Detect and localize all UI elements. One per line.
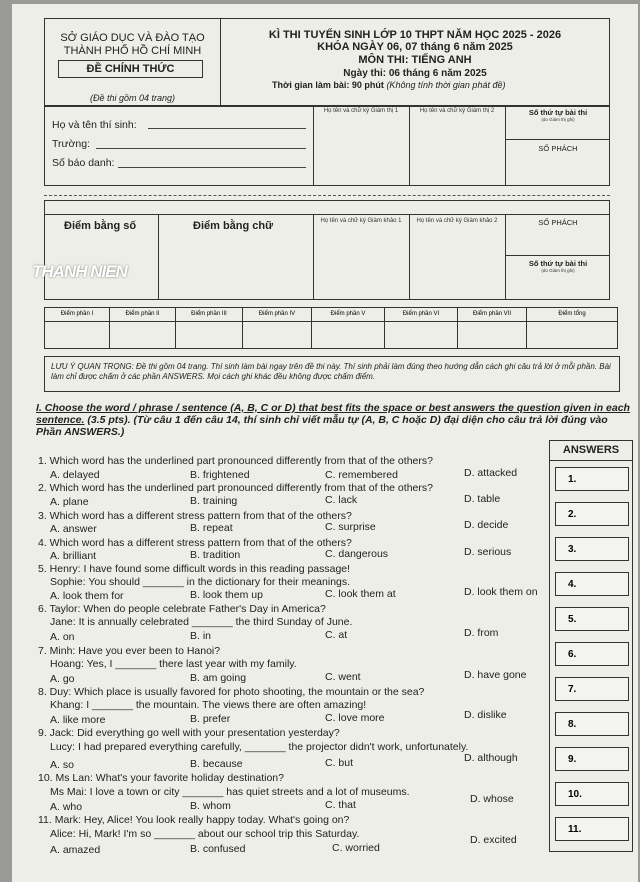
candidate-id-field[interactable] bbox=[118, 167, 306, 168]
part-scores-hline bbox=[44, 321, 618, 322]
candidate-id-label: Số báo danh: bbox=[52, 157, 115, 169]
grading-top-line bbox=[44, 214, 610, 215]
question-2-stem: 2. Which word has the underlined part pronounced differently from that of the others? bbox=[38, 482, 433, 494]
question-11-option-c: C. worried bbox=[332, 842, 380, 854]
question-3-option-b: B. repeat bbox=[190, 522, 233, 534]
answer-box-9[interactable] bbox=[555, 747, 629, 771]
official-label: ĐỀ CHÍNH THỨC bbox=[58, 60, 203, 78]
answer-box-8[interactable] bbox=[555, 712, 629, 736]
school-field[interactable] bbox=[96, 148, 306, 149]
answer-box-11[interactable] bbox=[555, 817, 629, 841]
answer-number: 1. bbox=[568, 474, 577, 485]
question-5-option-b: B. look them up bbox=[190, 589, 263, 601]
question-4-option-b: B. tradition bbox=[190, 549, 241, 561]
exam-subject: MÔN THI: TIẾNG ANH bbox=[358, 54, 472, 66]
grading-code-label: SỐ PHÁCH bbox=[538, 218, 578, 227]
question-11-option-d: D. excited bbox=[470, 834, 517, 846]
candidate-divider-3 bbox=[505, 106, 506, 186]
department-line2: THÀNH PHỐ HỒ CHÍ MINH bbox=[63, 45, 202, 57]
question-7-line2: Hoang: Yes, I _______ there last year with my family. bbox=[50, 658, 297, 670]
question-5-option-c: C. look them at bbox=[325, 588, 396, 600]
answer-box-5[interactable] bbox=[555, 607, 629, 631]
question-7-option-d: D. have gone bbox=[464, 669, 527, 681]
answer-number: 6. bbox=[568, 649, 577, 660]
question-10-option-a: A. who bbox=[50, 801, 83, 813]
question-4-option-a: A. brilliant bbox=[50, 550, 97, 562]
grading-order-note: (do Giám thị ghi) bbox=[541, 268, 575, 273]
answer-box-7[interactable] bbox=[555, 677, 629, 701]
question-1-option-b: B. frightened bbox=[190, 469, 250, 481]
question-2-option-a: A. plane bbox=[50, 496, 89, 508]
grading-divider-1 bbox=[158, 214, 159, 300]
section-points: (3.5 pts). bbox=[87, 414, 131, 427]
question-3-option-a: A. answer bbox=[50, 523, 97, 535]
answer-number: 4. bbox=[568, 579, 577, 590]
answer-box-6[interactable] bbox=[555, 642, 629, 666]
question-10-option-b: B. whom bbox=[190, 800, 231, 812]
grader2-label: Họ tên và chữ ký Giám khảo 2 bbox=[416, 218, 498, 224]
part-score-label: Điểm phần VII bbox=[472, 311, 512, 317]
question-7-option-c: C. went bbox=[325, 671, 361, 683]
question-5-option-d: D. look them on bbox=[464, 586, 538, 598]
question-6-stem: 6. Taylor: When do people celebrate Father's Day in America? bbox=[38, 603, 326, 615]
question-9-option-b: B. because bbox=[190, 758, 243, 770]
part-score-label: Điểm phần VI bbox=[402, 311, 440, 317]
answer-number: 5. bbox=[568, 614, 577, 625]
question-6-option-a: A. on bbox=[50, 631, 75, 643]
answers-header: ANSWERS bbox=[562, 444, 620, 456]
part-score-label: Điểm phần V bbox=[330, 311, 366, 317]
question-6-option-d: D. from bbox=[464, 627, 499, 639]
answer-number: 8. bbox=[568, 719, 577, 730]
question-10-option-c: C. that bbox=[325, 799, 356, 811]
question-10-line2: Ms Mai: I love a town or city _______ has quiet streets and a lot of museums. bbox=[50, 786, 410, 798]
question-4-stem: 4. Which word has a different stress pattern from that of the others? bbox=[38, 537, 352, 549]
part-score-label: Điểm phần IV bbox=[258, 311, 296, 317]
question-11-option-a: A. amazed bbox=[50, 844, 101, 856]
question-4-option-c: C. dangerous bbox=[325, 548, 389, 560]
question-1-option-d: D. attacked bbox=[464, 467, 518, 479]
question-7-stem: 7. Minh: Have you ever been to Hanoi? bbox=[38, 645, 221, 657]
answer-box-10[interactable] bbox=[555, 782, 629, 806]
question-8-stem: 8. Duy: Which place is usually favored for photo shooting, the mountain or the sea? bbox=[38, 686, 425, 698]
candidate-hline bbox=[505, 139, 610, 140]
question-2-option-b: B. training bbox=[190, 495, 238, 507]
question-9-option-a: A. so bbox=[50, 759, 74, 771]
question-6-option-b: B. in bbox=[190, 630, 212, 642]
part-score-7 bbox=[458, 308, 527, 348]
pages-note: (Đề thi gồm 04 trang) bbox=[89, 93, 176, 103]
question-8-option-d: D. dislike bbox=[464, 709, 507, 721]
score-number-label: Điểm bằng số bbox=[64, 220, 137, 232]
exam-time bbox=[272, 81, 602, 91]
question-2-option-c: C. lack bbox=[325, 494, 358, 506]
answer-number: 3. bbox=[568, 544, 577, 555]
order-number-label: Số thứ tự bài thi bbox=[528, 108, 588, 117]
important-notice: LƯU Ý QUAN TRỌNG: Đề thi gồm 04 trang. Thí sinh làm bài ngay trên đề thi này. Thí sinh phải làm đúng theo hướng dẫn cách ghi câu trả lời ở mỗi phần. Bài làm chỉ được chấm ở các phần ANSWERS. Mọi cách ghi khác đều không được chấm điểm. bbox=[44, 356, 620, 392]
exam-date: Ngày thi: 06 tháng 6 năm 2025 bbox=[343, 68, 487, 79]
school-label: Trường: bbox=[52, 138, 91, 150]
time-note: (Không tính thời gian phát đề) bbox=[386, 80, 506, 90]
question-11-option-b: B. confused bbox=[190, 843, 246, 855]
question-3-option-c: C. surprise bbox=[325, 521, 376, 533]
candidate-name-field[interactable] bbox=[148, 128, 306, 129]
question-5-option-a: A. look them for bbox=[50, 590, 124, 602]
candidate-divider-2 bbox=[409, 106, 410, 186]
question-2-option-d: D. table bbox=[464, 493, 501, 505]
question-5-stem: 5. Henry: I have found some difficult words in this reading passage! bbox=[38, 563, 351, 575]
question-11-stem: 11. Mark: Hey, Alice! You look really happy today. What's going on? bbox=[38, 814, 350, 826]
part-score-label: Điểm phần II bbox=[125, 311, 160, 317]
question-3-stem: 3. Which word has a different stress pattern from that of the others? bbox=[38, 510, 352, 522]
answer-number: 11. bbox=[568, 824, 582, 835]
question-9-stem: 9. Jack: Did everything go well with your presentation yesterday? bbox=[38, 727, 340, 739]
part-score-4 bbox=[243, 308, 312, 348]
question-8-option-b: B. prefer bbox=[190, 713, 231, 725]
part-score-label: Điểm tổng bbox=[558, 311, 586, 317]
part-scores-table bbox=[44, 307, 618, 349]
grading-box bbox=[44, 200, 610, 300]
part-score-6 bbox=[385, 308, 458, 348]
proctor2-label: Họ tên và chữ ký Giám thị 2 bbox=[419, 108, 495, 114]
answers-header-line bbox=[549, 460, 633, 461]
part-score-2 bbox=[110, 308, 176, 348]
proctor1-label: Họ tên và chữ ký Giám thị 1 bbox=[323, 108, 399, 114]
candidate-code-label: SỐ PHÁCH bbox=[538, 144, 578, 153]
answer-number: 10. bbox=[568, 789, 582, 800]
question-9-line2: Lucy: I had prepared everything carefully, _______ the projector didn't work, unfortunately. bbox=[50, 741, 469, 753]
answer-number: 7. bbox=[568, 684, 577, 695]
answer-number: 2. bbox=[568, 509, 577, 520]
question-3-option-d: D. decide bbox=[464, 519, 509, 531]
section-title bbox=[36, 402, 630, 438]
part-score-label: Điểm phần III bbox=[191, 311, 227, 317]
candidate-name-label: Họ và tên thí sinh: bbox=[52, 119, 137, 131]
question-1-option-a: A. delayed bbox=[50, 469, 100, 481]
header-divider bbox=[220, 18, 221, 106]
part-score-total bbox=[527, 308, 617, 348]
grading-order-label: Số thứ tự bài thi bbox=[528, 259, 588, 268]
answer-box-3[interactable] bbox=[555, 537, 629, 561]
candidate-divider-1 bbox=[313, 106, 314, 186]
answer-box-1[interactable] bbox=[555, 467, 629, 491]
grading-divider-2 bbox=[313, 214, 314, 300]
time-label: Thời gian làm bài: 90 phút bbox=[272, 80, 384, 90]
question-8-option-a: A. like more bbox=[50, 714, 106, 726]
score-text-label: Điểm bằng chữ bbox=[193, 220, 274, 232]
exam-session: KHÓA NGÀY 06, 07 tháng 6 năm 2025 bbox=[317, 41, 513, 53]
answer-box-2[interactable] bbox=[555, 502, 629, 526]
section-title-vi: (Từ câu 1 đến câu 14, thí sinh chỉ viết mẫu tự (A, B, C hoặc D) đại diện cho câu trả lời đúng vào Phần ANSWERS.) bbox=[36, 414, 608, 439]
answer-box-4[interactable] bbox=[555, 572, 629, 596]
department-line1: SỞ GIÁO DỤC VÀ ĐÀO TẠO bbox=[60, 32, 205, 44]
question-11-line2: Alice: Hi, Mark! I'm so _______ about our school trip this Saturday. bbox=[50, 828, 360, 840]
grading-hline bbox=[505, 255, 610, 256]
cut-line bbox=[44, 195, 610, 196]
part-score-5 bbox=[312, 308, 385, 348]
question-8-option-c: C. love more bbox=[325, 712, 385, 724]
question-7-option-a: A. go bbox=[50, 673, 75, 685]
exam-title: KÌ THI TUYỂN SINH LỚP 10 THPT NĂM HỌC 2025 - 2026 bbox=[268, 29, 562, 41]
section-title-en: I. Choose the word / phrase / sentence (A, B, C or D) that best fits the space or best answers the question given in each sentence. bbox=[36, 402, 630, 427]
order-number-note: (do Giám thị ghi) bbox=[541, 117, 575, 122]
part-score-label: Điểm phần I bbox=[60, 311, 94, 317]
answer-number: 9. bbox=[568, 754, 577, 765]
question-6-line2: Jane: It is annually celebrated _______ the third Sunday of June. bbox=[50, 616, 353, 628]
part-score-1 bbox=[45, 308, 110, 348]
question-8-line2: Khang: I _______ the mountain. The views there are often amazing! bbox=[50, 699, 367, 711]
watermark: THANH NIEN bbox=[32, 262, 127, 281]
question-10-option-d: D. whose bbox=[470, 793, 514, 805]
grading-divider-4 bbox=[505, 214, 506, 300]
question-6-option-c: C. at bbox=[325, 629, 348, 641]
question-7-option-b: B. am going bbox=[190, 672, 247, 684]
question-1-stem: 1. Which word has the underlined part pronounced differently from that of the others? bbox=[38, 455, 433, 467]
grading-divider-3 bbox=[409, 214, 410, 300]
question-9-option-c: C. but bbox=[325, 757, 354, 769]
question-4-option-d: D. serious bbox=[464, 546, 512, 558]
question-5-line2: Sophie: You should _______ in the dictionary for their meanings. bbox=[50, 576, 351, 588]
question-9-option-d: D. although bbox=[464, 752, 518, 764]
part-score-3 bbox=[176, 308, 243, 348]
grader1-label: Họ tên và chữ ký Giám khảo 1 bbox=[320, 218, 402, 224]
question-1-option-c: C. remembered bbox=[325, 469, 398, 481]
question-10-stem: 10. Ms Lan: What's your favorite holiday destination? bbox=[38, 772, 284, 784]
